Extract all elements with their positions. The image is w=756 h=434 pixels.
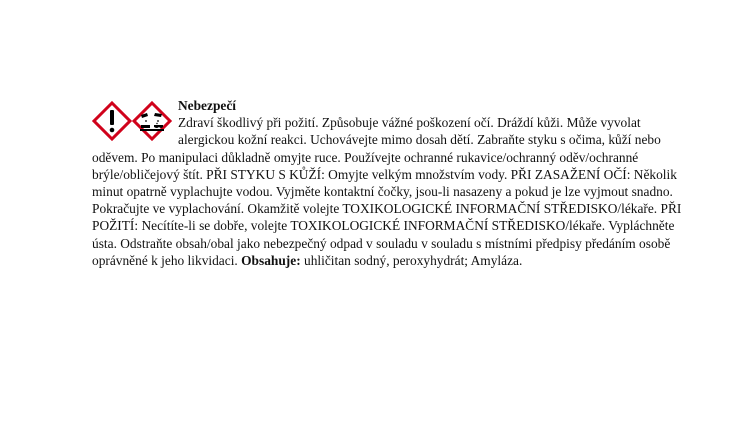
- signal-word: Nebezpečí: [178, 98, 237, 113]
- contains-label: Obsahuje:: [241, 252, 301, 268]
- corrosion-icon: [132, 101, 172, 141]
- contains-text: uhličitan sodný, peroxyhydrát; Amyláza.: [304, 252, 523, 268]
- hazard-statements: Zdraví škodlivý při požití. Způsobuje vážné poškození očí. Dráždí kůži. Může vyvolat alergickou kožní reakci. Uchovávejte mimo dosah dětí. Zabraňte styku s očima, kůží nebo oděvem. Po manipulaci důkladně omyjte ruce. Používejte ochranné rukavice/ochranný oděv/ochranné brýle/obličejový štít. PŘI STYKU S KŮŽÍ: Omyjte velkým množstvím vody. PŘI ZASAŽENÍ OČÍ: Několik minut opatrně vyplachujte vodou. Vyjměte kontaktní čočky, jsou-li nasazeny a pokud je lze vyjmout snadno. Pokračujte ve vyplachování. Okamžitě volejte TOXIKOLOGICKÉ INFORMAČNÍ STŘEDISKO/lékaře. PŘI POŽITÍ: Necítíte-li se dobře, volejte TOXIKOLOGICKÉ INFORMAČNÍ STŘEDISKO/lékaře. Vypláchněte ústa. Odstraňte obsah/obal jako nebezpečný odpad v souladu v souladu s místními předpisy předáním osobě oprávněné k jeho likvidaci.: [92, 115, 682, 268]
- hazard-label: [92, 97, 682, 269]
- ghs-pictograms: [92, 101, 176, 139]
- exclamation-mark-icon: [92, 101, 132, 141]
